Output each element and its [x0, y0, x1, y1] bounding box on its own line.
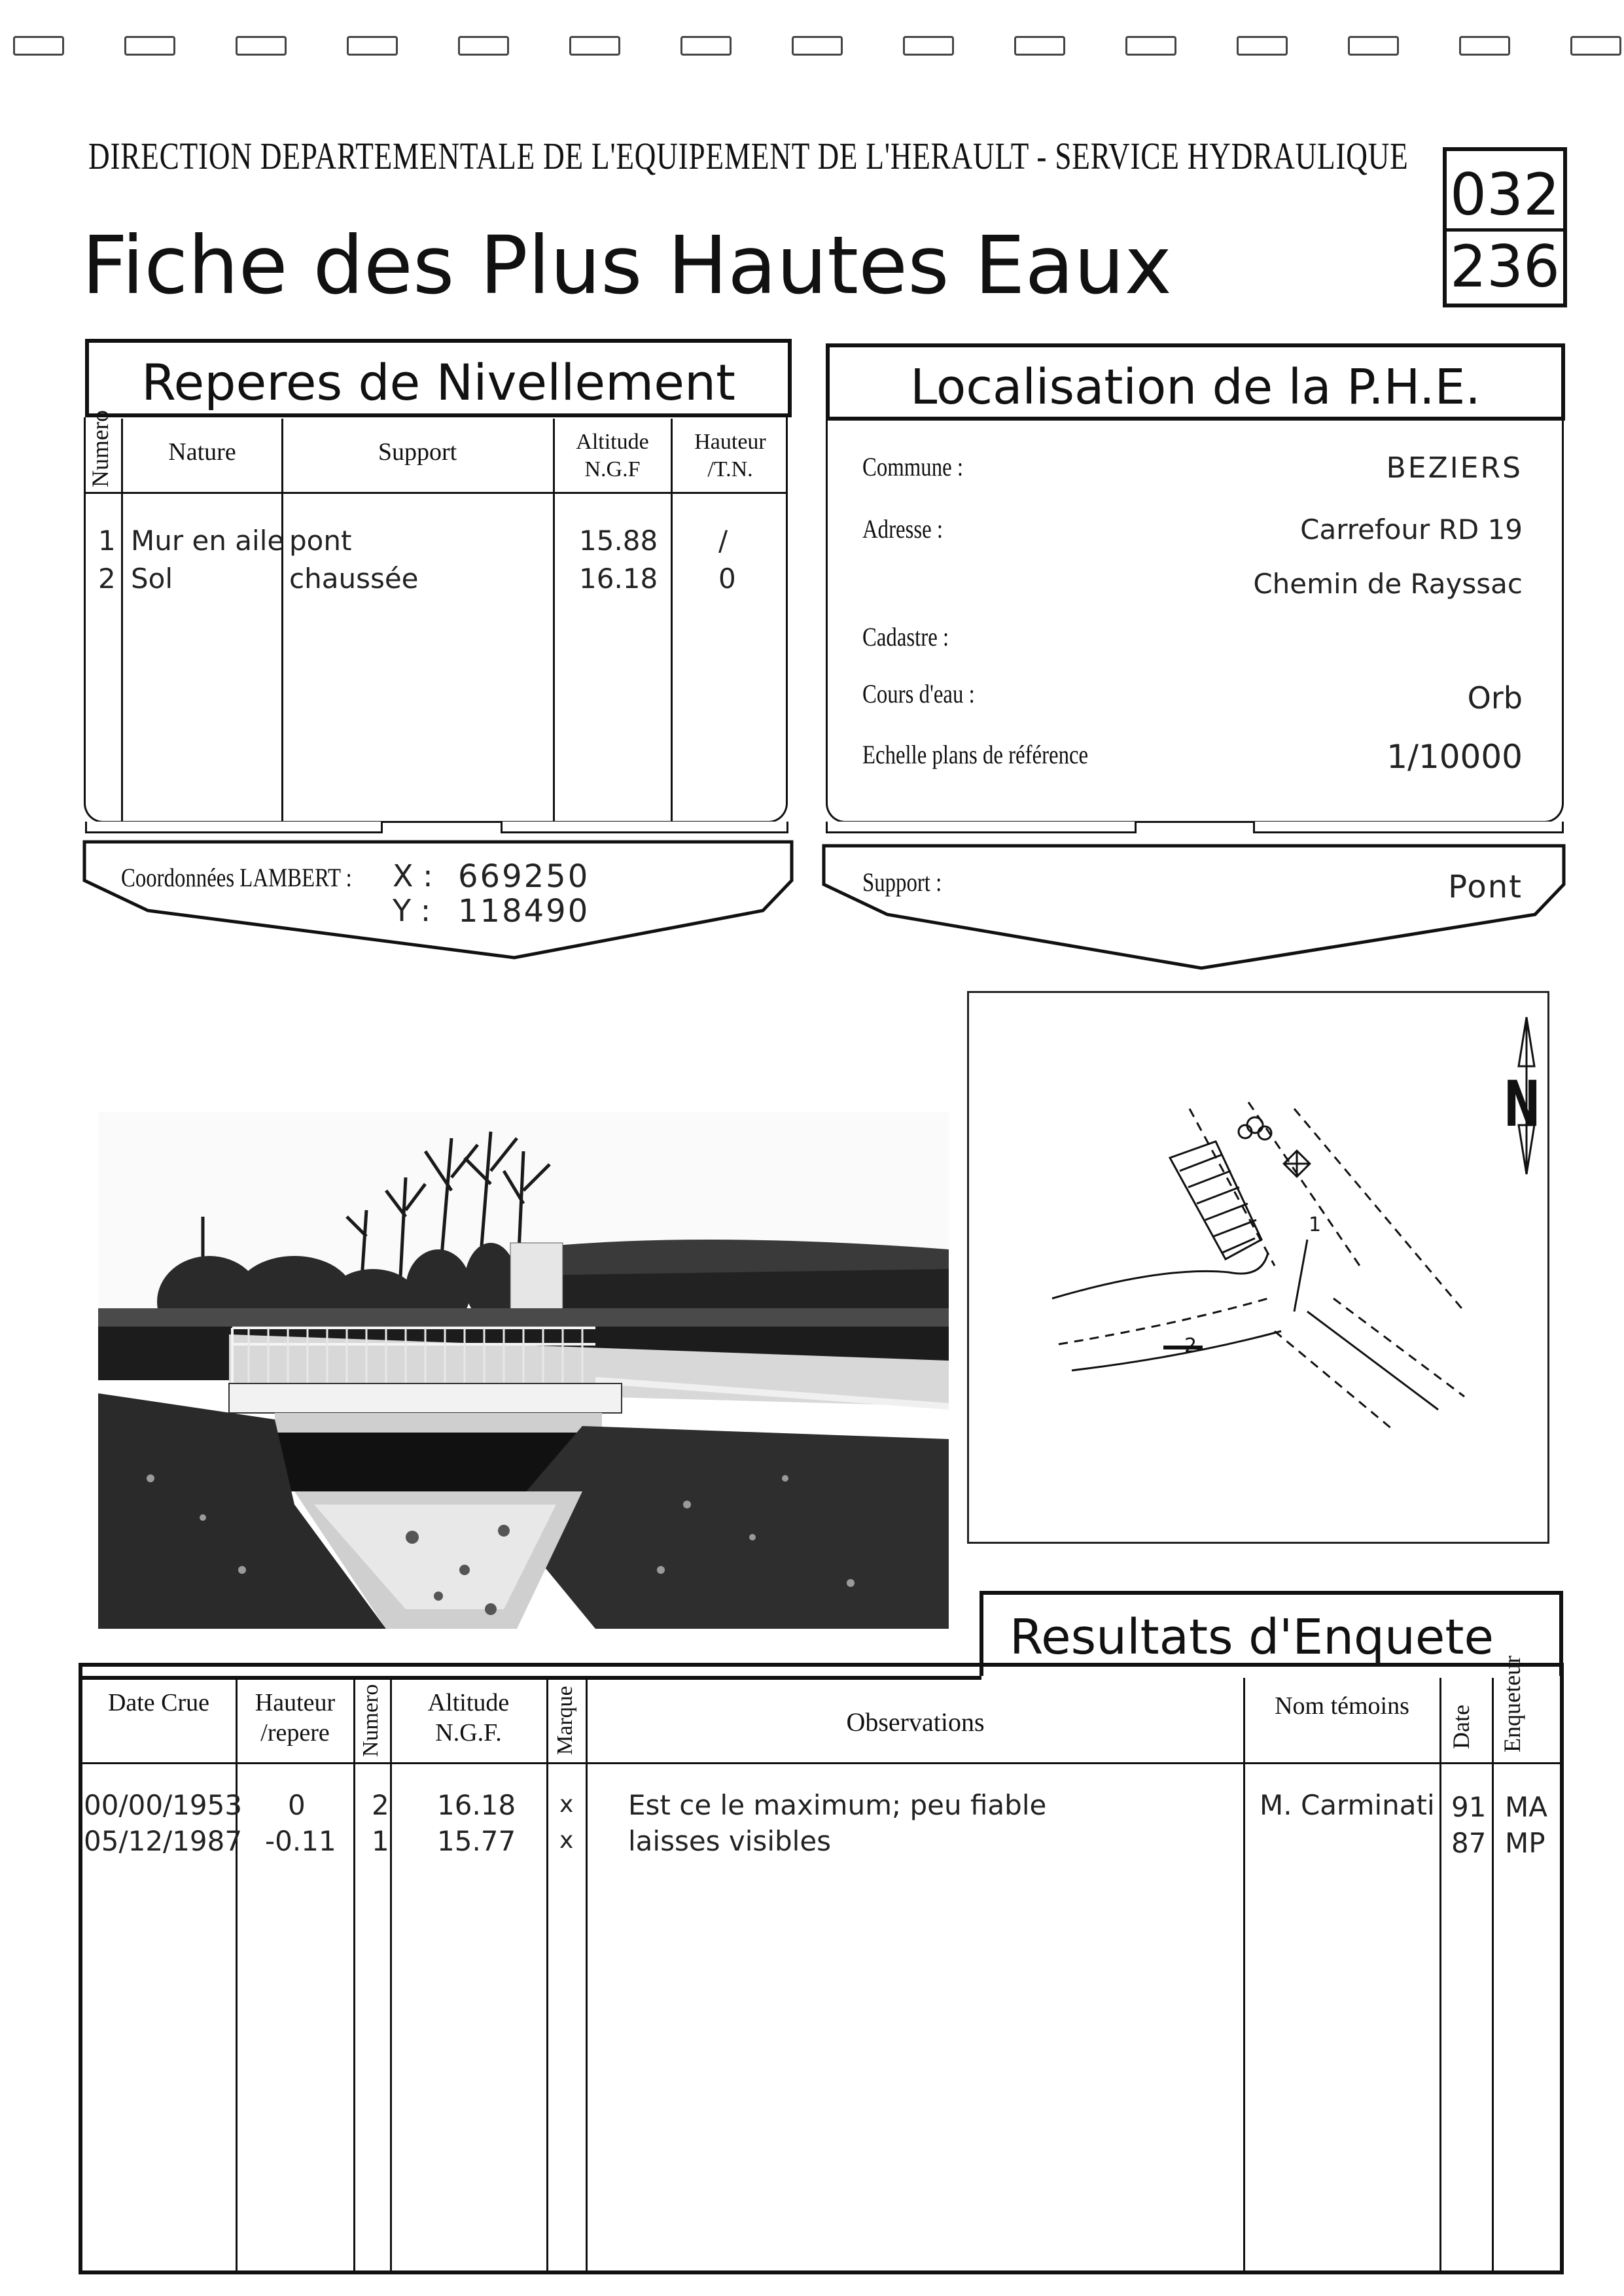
resultat-2-altitude: 15.77 [437, 1825, 516, 1857]
resultat-2-numero: 1 [372, 1825, 389, 1857]
resultat-1-temoin: M. Carminati [1260, 1789, 1435, 1821]
binder-hole [569, 36, 620, 56]
resultats-title: Resultats d'Enquete [1010, 1609, 1494, 1665]
resultat-1-date: 91 [1451, 1791, 1487, 1823]
binder-hole [680, 36, 732, 56]
north-indicator: N [1504, 1068, 1541, 1141]
commune-value: BEZIERS [1386, 451, 1523, 485]
location-plan-drawing [967, 991, 1549, 1544]
resultat-2-observation: laisses visibles [628, 1825, 832, 1857]
cours-eau-label: Cours d'eau : [862, 679, 975, 708]
col-header-hauteur-repere: Hauteur /repere [255, 1689, 336, 1747]
binder-hole [1237, 36, 1288, 56]
sheet-code-bottom: 236 [1450, 233, 1560, 300]
cours-eau-value: Orb [1467, 680, 1523, 716]
plan-marker-1: 1 [1309, 1213, 1322, 1236]
page-title: Fiche des Plus Hautes Eaux [82, 219, 1172, 312]
binder-hole [347, 36, 398, 56]
resultat-1-numero: 2 [372, 1789, 389, 1821]
col-header-nature: Nature [168, 438, 236, 466]
col-header-altitude: Altitude N.G.F. [427, 1689, 510, 1747]
col-header-observations: Observations [846, 1707, 985, 1737]
resultat-1-enqueteur: MA [1505, 1791, 1547, 1823]
localisation-title: Localisation de la P.H.E. [910, 359, 1481, 415]
resultat-1-marque: x [559, 1791, 574, 1818]
x-value: 669250 [458, 858, 590, 895]
col-header-marque: Marque [553, 1686, 577, 1755]
repere-2-nature: Sol [131, 563, 173, 595]
resultat-2-marque: x [559, 1827, 574, 1854]
adresse-label: Adresse : [862, 514, 943, 544]
binder-hole [792, 36, 843, 56]
coordinates-arrow-box [82, 840, 796, 964]
resultat-1-altitude: 16.18 [437, 1789, 516, 1821]
reperes-title-box [85, 339, 792, 417]
sheet-code-box [1443, 147, 1567, 307]
resultats-table [79, 1663, 1564, 2274]
col-header-date-crue: Date Crue [107, 1689, 210, 1716]
col-header-support: Support [378, 438, 457, 466]
resultat-2-enqueteur: MP [1505, 1827, 1545, 1859]
localisation-title-box [826, 343, 1565, 421]
col-header-hauteur: Hauteur /T.N. [694, 430, 766, 481]
support-label: Support : [862, 867, 942, 897]
binder-hole [1125, 36, 1176, 56]
binder-hole [1014, 36, 1065, 56]
binder-hole [458, 36, 509, 56]
x-label: X : [393, 858, 433, 894]
col-header-temoins: Nom témoins [1275, 1692, 1409, 1720]
resultat-1-hauteur: 0 [288, 1789, 306, 1821]
binder-hole [903, 36, 954, 56]
cadastre-label: Cadastre : [862, 622, 949, 652]
binder-hole [236, 36, 287, 56]
repere-2-numero: 2 [98, 563, 116, 595]
support-arrow-box [822, 844, 1568, 975]
binder-hole [1348, 36, 1399, 56]
binder-hole [1459, 36, 1510, 56]
col-header-altitude: Altitude N.G.F [576, 430, 649, 481]
resultat-2-hauteur: -0.11 [265, 1825, 336, 1857]
y-value: 118490 [458, 893, 590, 930]
repere-1-support: pont [289, 525, 352, 557]
reperes-title: Reperes de Nivellement [141, 353, 735, 411]
col-header-enqueteur: Enqueteur [1499, 1656, 1525, 1752]
coordinates-label: Coordonnées LAMBERT : [121, 863, 352, 892]
support-value: Pont [1448, 869, 1523, 905]
agency-heading: DIRECTION DEPARTEMENTALE DE L'EQUIPEMENT DE L'HERAULT - SERVICE HYDRAULIQUE [88, 135, 1409, 177]
repere-1-altitude: 15.88 [579, 525, 658, 557]
repere-1-nature: Mur en aile [131, 525, 285, 557]
adresse-line2: Chemin de Rayssac [1253, 568, 1523, 600]
resultat-1-observation: Est ce le maximum; peu fiable [628, 1789, 1047, 1821]
col-header-numero: Numero [359, 1684, 383, 1757]
binder-hole [1570, 36, 1621, 56]
commune-label: Commune : [862, 452, 963, 481]
col-header-date: Date [1448, 1705, 1474, 1749]
binder-hole [124, 36, 175, 56]
y-label: Y : [393, 893, 431, 928]
col-header-numero: Numero [87, 410, 113, 487]
echelle-label: Echelle plans de référence [862, 740, 1089, 769]
repere-2-altitude: 16.18 [579, 563, 658, 595]
repere-1-hauteur: / [718, 525, 728, 557]
resultat-1-date-crue: 00/00/1953 [84, 1789, 243, 1821]
bridge-photo [98, 1112, 949, 1629]
plan-marker-2: 2 [1184, 1334, 1197, 1357]
resultat-2-date-crue: 05/12/1987 [84, 1825, 243, 1857]
sheet-code-top: 032 [1450, 161, 1560, 228]
resultat-2-date: 87 [1451, 1827, 1487, 1859]
binder-hole [13, 36, 64, 56]
repere-1-numero: 1 [98, 525, 116, 557]
repere-2-hauteur: 0 [718, 563, 736, 595]
echelle-value: 1/10000 [1386, 738, 1523, 776]
adresse-line1: Carrefour RD 19 [1300, 513, 1523, 546]
repere-2-support: chaussée [289, 563, 419, 595]
